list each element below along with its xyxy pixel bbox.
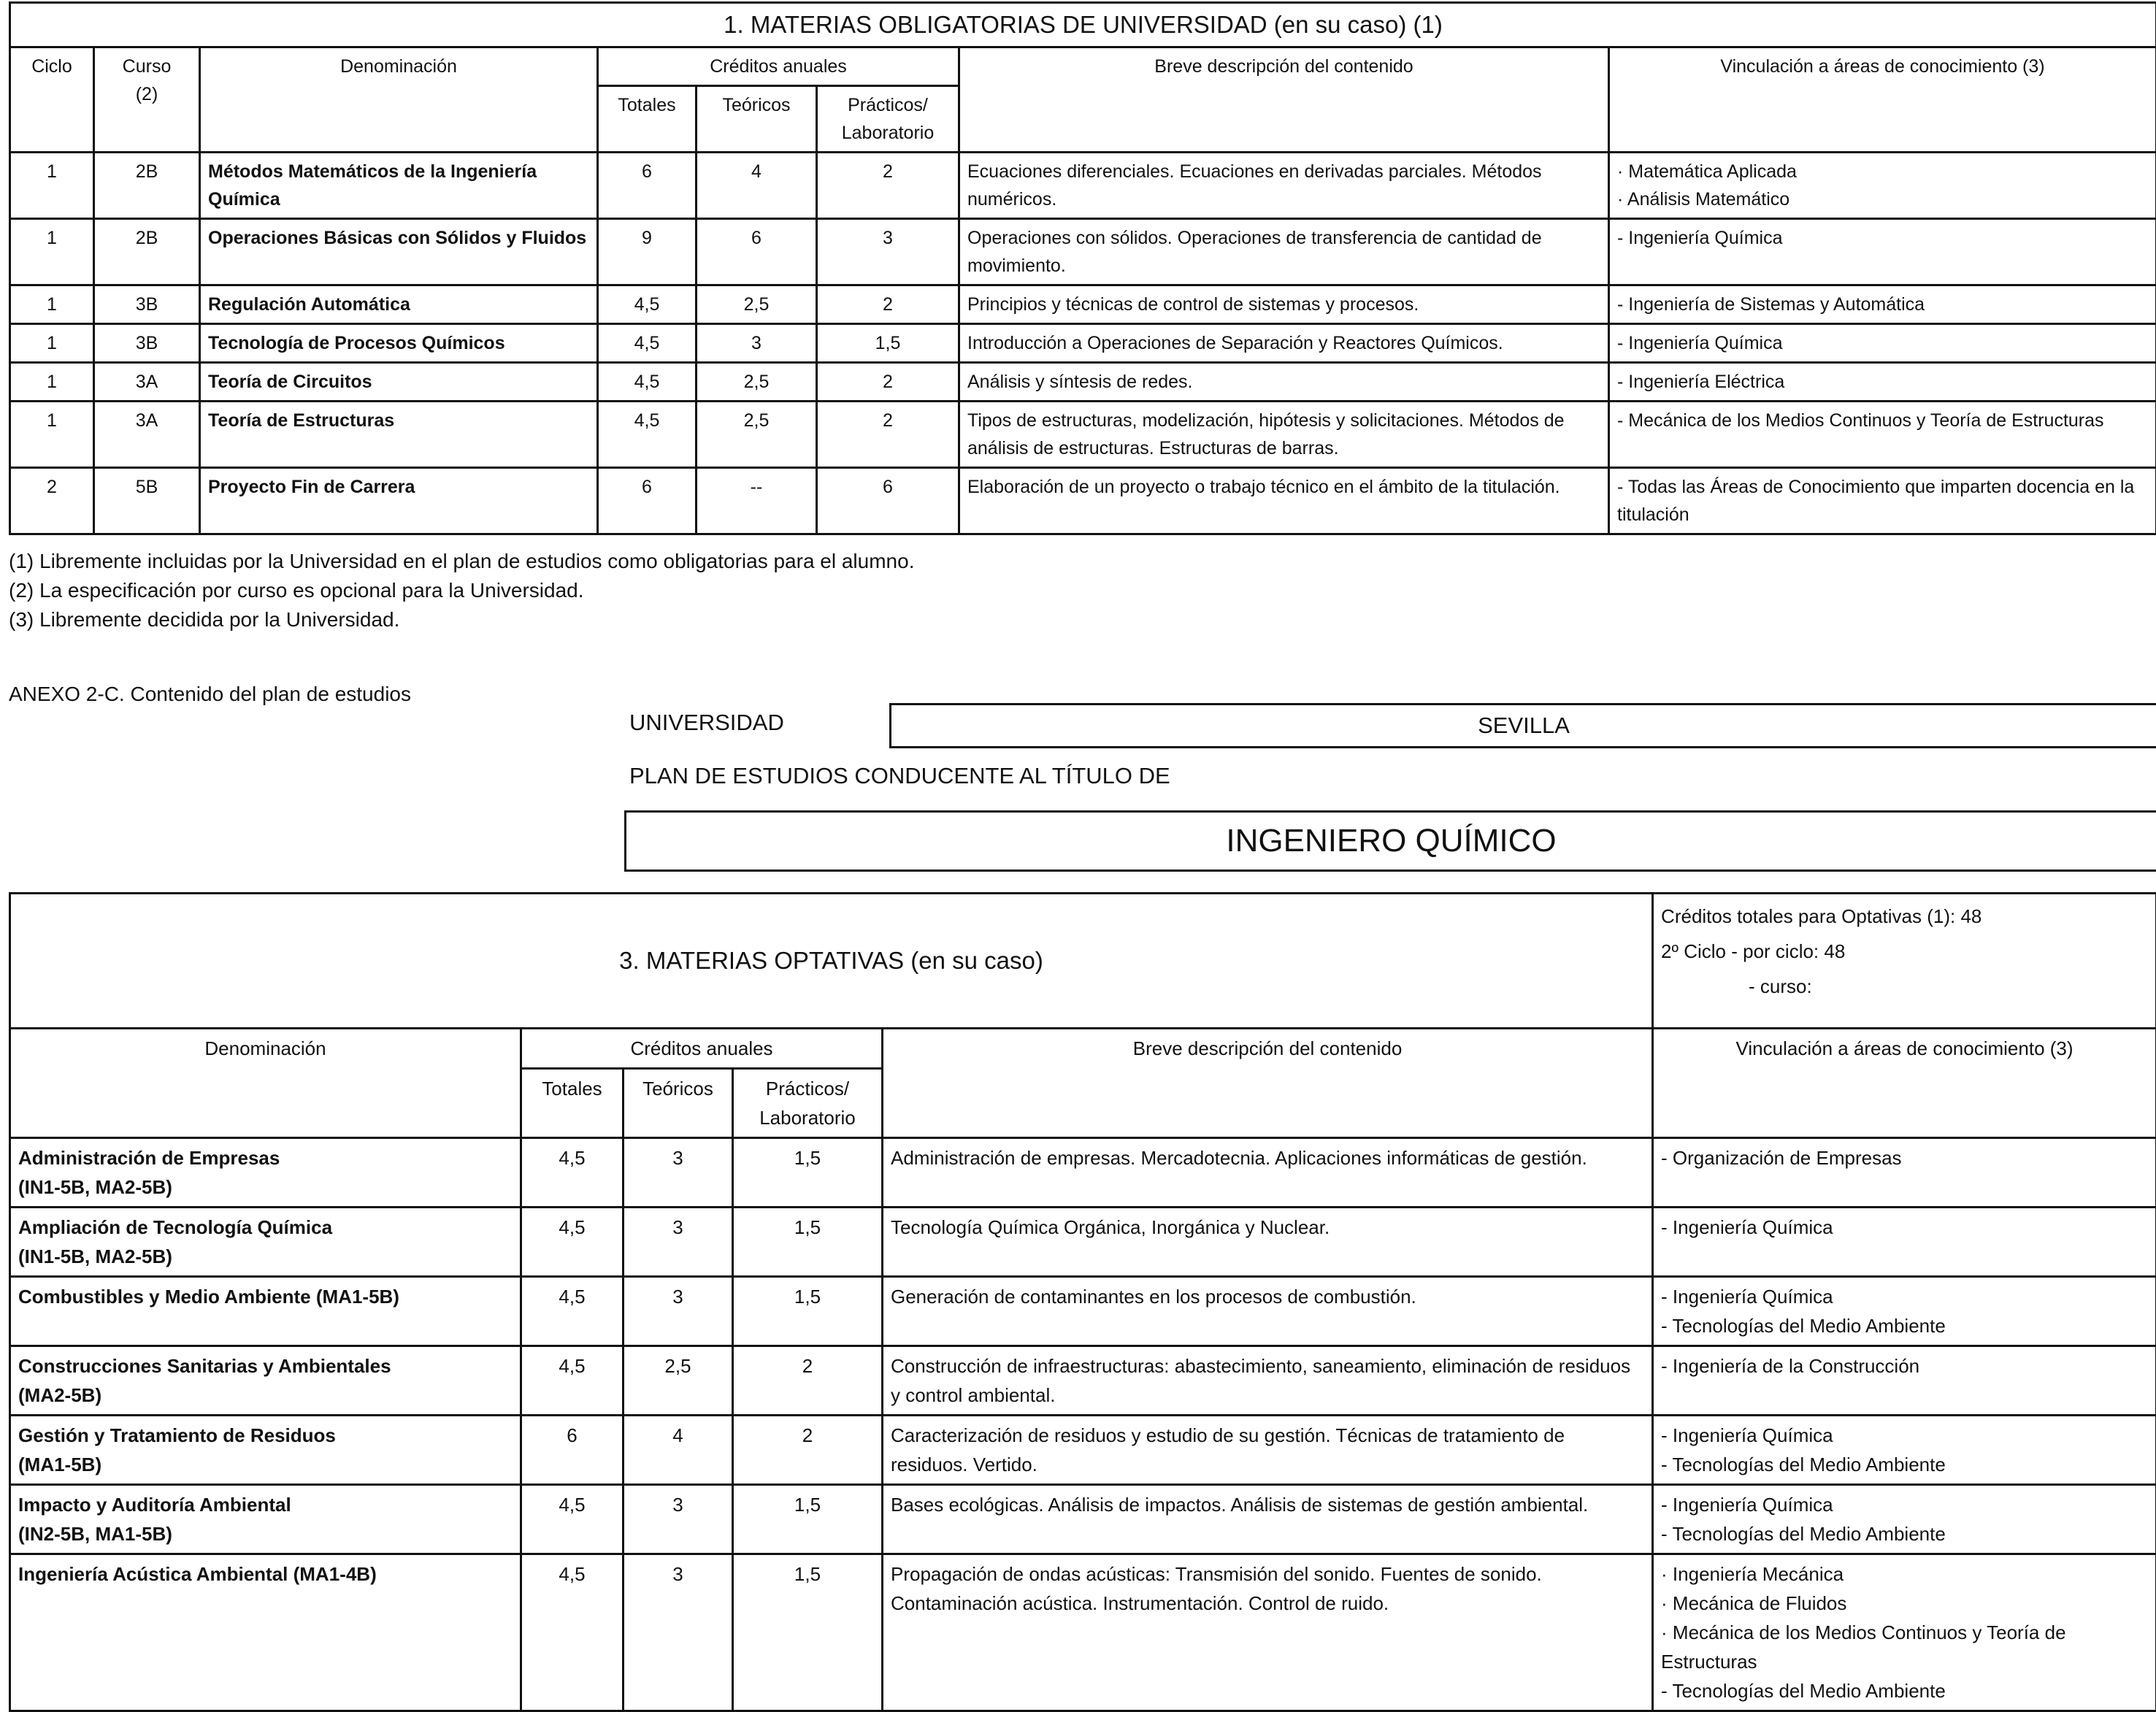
cell-teoricos: 3 (624, 1485, 733, 1554)
cell-areas: - Mecánica de los Medios Continuos y Teoría de Estructuras (1609, 402, 2156, 468)
cell-areas: - Ingeniería de Sistemas y Automática (1609, 285, 2156, 324)
cell-totales: 4,5 (521, 1277, 624, 1346)
header-ciclo: Ciclo (10, 47, 94, 153)
table-row (10, 1485, 2156, 1554)
cell-areas: - Organización de Empresas (1653, 1138, 2156, 1208)
cell-totales: 4,5 (598, 324, 697, 363)
cell-teoricos: 3 (624, 1208, 733, 1277)
cell-curso: 3B (94, 324, 200, 363)
cell-teoricos: 3 (624, 1138, 733, 1208)
cell-subject-name (10, 1554, 521, 1711)
cell-totales: 4,5 (521, 1554, 624, 1711)
cell-areas: · Ingeniería Mecánica · Mecánica de Fluidos · Mecánica de los Medios Continuos y Teoría de Estructuras - Tecnologías del Medio Ambiente (1653, 1554, 2156, 1711)
cell-subject-name: Regulación Automática (200, 285, 598, 324)
optional-subjects-table (9, 892, 2156, 1712)
cell-totales: 4,5 (521, 1346, 624, 1416)
subject-codes: (MA1-5B) (18, 1450, 513, 1479)
cell-description: Construcción de infraestructuras: abastecimiento, saneamiento, eliminación de residuos y control ambiental. (883, 1346, 1653, 1416)
subject-name: Construcciones Sanitarias y Ambientales (18, 1351, 513, 1381)
cell-areas: - Ingeniería Eléctrica (1609, 363, 2156, 402)
cell-areas: - Ingeniería Química (1609, 324, 2156, 363)
table-row (10, 1416, 2156, 1485)
cell-ciclo: 1 (10, 285, 94, 324)
cell-subject-name: Teoría de Circuitos (200, 363, 598, 402)
annex-label: ANEXO 2-C. Contenido del plan de estudios (9, 683, 411, 706)
cell-teoricos: 3 (697, 324, 817, 363)
cell-totales: 4,5 (598, 402, 697, 468)
subject-name: Combustibles y Medio Ambiente (MA1-5B) (18, 1282, 513, 1311)
table-row (10, 1208, 2156, 1277)
header-vinculacion: Vinculación a áreas de conocimiento (3) (1609, 47, 2156, 153)
footnote-1: (1) Libremente incluidas por la Universidad en el plan de estudios como obligatorias para el alumno. (9, 549, 914, 574)
footnote-2: (2) La especificación por curso es opcional para la Universidad. (9, 578, 584, 603)
cell-practicos: 1,5 (733, 1485, 883, 1554)
header-curso: Curso (2) (94, 47, 200, 153)
cell-totales: 6 (521, 1416, 624, 1485)
cell-teoricos: 3 (624, 1277, 733, 1346)
subject-name: Gestión y Tratamiento de Residuos (18, 1421, 513, 1450)
header-totales: Totales (598, 86, 697, 153)
cell-description: Ecuaciones diferenciales. Ecuaciones en derivadas parciales. Métodos numéricos. (959, 153, 1609, 219)
cell-description: Bases ecológicas. Análisis de impactos. Análisis de sistemas de gestión ambiental. (883, 1485, 1653, 1554)
cell-description: Generación de contaminantes en los procesos de combustión. (883, 1277, 1653, 1346)
cell-subject-name: Métodos Matemáticos de la Ingeniería Química (200, 153, 598, 219)
subject-name: Ingeniería Acústica Ambiental (MA1-4B) (18, 1559, 513, 1589)
cell-practicos: 2 (817, 153, 959, 219)
cell-description: Tipos de estructuras, modelización, hipótesis y solicitaciones. Métodos de análisis de estructuras. Estructuras de barras. (959, 402, 1609, 468)
cell-practicos: 1,5 (817, 324, 959, 363)
cell-ciclo: 1 (10, 363, 94, 402)
cell-totales: 6 (598, 468, 697, 534)
cell-practicos: 2 (733, 1346, 883, 1416)
compulsory-subjects-table (9, 1, 2156, 535)
cell-practicos: 2 (733, 1416, 883, 1485)
cell-practicos: 2 (817, 402, 959, 468)
cell-areas: - Ingeniería Química (1653, 1208, 2156, 1277)
cell-ciclo: 1 (10, 324, 94, 363)
cell-teoricos: 4 (697, 153, 817, 219)
cell-teoricos: -- (697, 468, 817, 534)
subject-name: Ampliación de Tecnología Química (18, 1213, 513, 1242)
cell-practicos: 1,5 (733, 1208, 883, 1277)
cell-description: Propagación de ondas acústicas: Transmisión del sonido. Fuentes de sonido. Contaminación acústica. Instrumentación. Control de ruido. (883, 1554, 1653, 1711)
optional-credits-box (1653, 894, 2156, 1029)
universidad-name: SEVILLA (889, 703, 2156, 748)
cell-description: Principios y técnicas de control de sistemas y procesos. (959, 285, 1609, 324)
cell-teoricos: 6 (697, 219, 817, 285)
subject-name: Impacto y Auditoría Ambiental (18, 1490, 513, 1519)
subject-codes: (IN2-5B, MA1-5B) (18, 1519, 513, 1548)
header-descripcion: Breve descripción del contenido (959, 47, 1609, 153)
header-practicos: Prácticos/ Laboratorio (817, 86, 959, 153)
cell-practicos: 3 (817, 219, 959, 285)
cell-subject-name (10, 1277, 521, 1346)
subject-codes: (MA2-5B) (18, 1381, 513, 1410)
subject-name: Administración de Empresas (18, 1143, 513, 1172)
cell-areas: - Ingeniería Química - Tecnologías del Medio Ambiente (1653, 1485, 2156, 1554)
table-row (10, 402, 2156, 468)
cell-teoricos: 2,5 (697, 402, 817, 468)
cell-areas: - Ingeniería de la Construcción (1653, 1346, 2156, 1416)
cell-ciclo: 1 (10, 153, 94, 219)
table-row (10, 219, 2156, 285)
cell-teoricos: 2,5 (697, 285, 817, 324)
cell-teoricos: 4 (624, 1416, 733, 1485)
cell-curso: 3A (94, 363, 200, 402)
cell-totales: 9 (598, 219, 697, 285)
table-row (10, 285, 2156, 324)
cell-totales: 4,5 (598, 285, 697, 324)
cell-totales: 4,5 (598, 363, 697, 402)
cell-practicos: 1,5 (733, 1277, 883, 1346)
table-row (10, 1277, 2156, 1346)
credits-ciclo: 2º Ciclo - por ciclo: 48 (1661, 934, 2148, 969)
cell-description: Tecnología Química Orgánica, Inorgánica y Nuclear. (883, 1208, 1653, 1277)
table-row (10, 1346, 2156, 1416)
cell-practicos: 1,5 (733, 1138, 883, 1208)
cell-subject-name (10, 1485, 521, 1554)
cell-practicos: 1,5 (733, 1554, 883, 1711)
table-row (10, 363, 2156, 402)
cell-totales: 4,5 (521, 1485, 624, 1554)
cell-practicos: 6 (817, 468, 959, 534)
table1-title: 1. MATERIAS OBLIGATORIAS DE UNIVERSIDAD (en su caso) (1) (10, 3, 2156, 47)
header-denominacion: Denominación (10, 1029, 521, 1138)
cell-teoricos: 2,5 (697, 363, 817, 402)
subject-codes: (IN1-5B, MA2-5B) (18, 1242, 513, 1271)
header-denominacion: Denominación (200, 47, 598, 153)
table-row (10, 468, 2156, 534)
cell-subject-name: Proyecto Fin de Carrera (200, 468, 598, 534)
cell-curso: 2B (94, 153, 200, 219)
cell-ciclo: 1 (10, 219, 94, 285)
cell-description: Introducción a Operaciones de Separación y Reactores Químicos. (959, 324, 1609, 363)
cell-subject-name (10, 1416, 521, 1485)
credits-curso: - curso: (1661, 969, 2148, 1004)
cell-teoricos: 2,5 (624, 1346, 733, 1416)
cell-curso: 5B (94, 468, 200, 534)
table-row (10, 1554, 2156, 1711)
cell-practicos: 2 (817, 285, 959, 324)
header-totales: Totales (521, 1069, 624, 1138)
plan-label: PLAN DE ESTUDIOS CONDUCENTE AL TÍTULO DE (629, 763, 1170, 789)
cell-subject-name (10, 1138, 521, 1208)
cell-subject-name (10, 1208, 521, 1277)
table-row (10, 1138, 2156, 1208)
cell-areas: - Ingeniería Química - Tecnologías del Medio Ambiente (1653, 1277, 2156, 1346)
table-row (10, 153, 2156, 219)
subject-codes: (IN1-5B, MA2-5B) (18, 1172, 513, 1202)
cell-areas: - Ingeniería Química - Tecnologías del Medio Ambiente (1653, 1416, 2156, 1485)
cell-areas: · Matemática Aplicada · Análisis Matemático (1609, 153, 2156, 219)
cell-subject-name (10, 1346, 521, 1416)
header-teoricos: Teóricos (697, 86, 817, 153)
table3-title: 3. MATERIAS OPTATIVAS (en su caso) (10, 894, 1653, 1029)
table-row (10, 324, 2156, 363)
universidad-label: UNIVERSIDAD (629, 710, 784, 736)
header-creditos: Créditos anuales (521, 1029, 883, 1069)
cell-areas: - Todas las Áreas de Conocimiento que imparten docencia en la titulación (1609, 468, 2156, 534)
cell-subject-name: Operaciones Básicas con Sólidos y Fluidos (200, 219, 598, 285)
cell-totales: 4,5 (521, 1138, 624, 1208)
cell-subject-name: Tecnología de Procesos Químicos (200, 324, 598, 363)
degree-title: INGENIERO QUÍMICO (624, 810, 2156, 872)
header-vinculacion: Vinculación a áreas de conocimiento (3) (1653, 1029, 2156, 1138)
cell-ciclo: 2 (10, 468, 94, 534)
cell-description: Análisis y síntesis de redes. (959, 363, 1609, 402)
cell-curso: 2B (94, 219, 200, 285)
cell-description: Operaciones con sólidos. Operaciones de transferencia de cantidad de movimiento. (959, 219, 1609, 285)
cell-curso: 3B (94, 285, 200, 324)
header-creditos: Créditos anuales (598, 47, 959, 86)
cell-description: Caracterización de residuos y estudio de su gestión. Técnicas de tratamiento de residuos. Vertido. (883, 1416, 1653, 1485)
header-descripcion: Breve descripción del contenido (883, 1029, 1653, 1138)
cell-areas: - Ingeniería Química (1609, 219, 2156, 285)
cell-totales: 4,5 (521, 1208, 624, 1277)
cell-description: Administración de empresas. Mercadotecnia. Aplicaciones informáticas de gestión. (883, 1138, 1653, 1208)
cell-curso: 3A (94, 402, 200, 468)
cell-teoricos: 3 (624, 1554, 733, 1711)
cell-ciclo: 1 (10, 402, 94, 468)
credits-total: Créditos totales para Optativas (1): 48 (1661, 899, 2148, 934)
cell-subject-name: Teoría de Estructuras (200, 402, 598, 468)
header-teoricos: Teóricos (624, 1069, 733, 1138)
cell-totales: 6 (598, 153, 697, 219)
footnote-3: (3) Libremente decidida por la Universidad. (9, 607, 399, 632)
cell-description: Elaboración de un proyecto o trabajo técnico en el ámbito de la titulación. (959, 468, 1609, 534)
header-practicos: Prácticos/ Laboratorio (733, 1069, 883, 1138)
cell-practicos: 2 (817, 363, 959, 402)
